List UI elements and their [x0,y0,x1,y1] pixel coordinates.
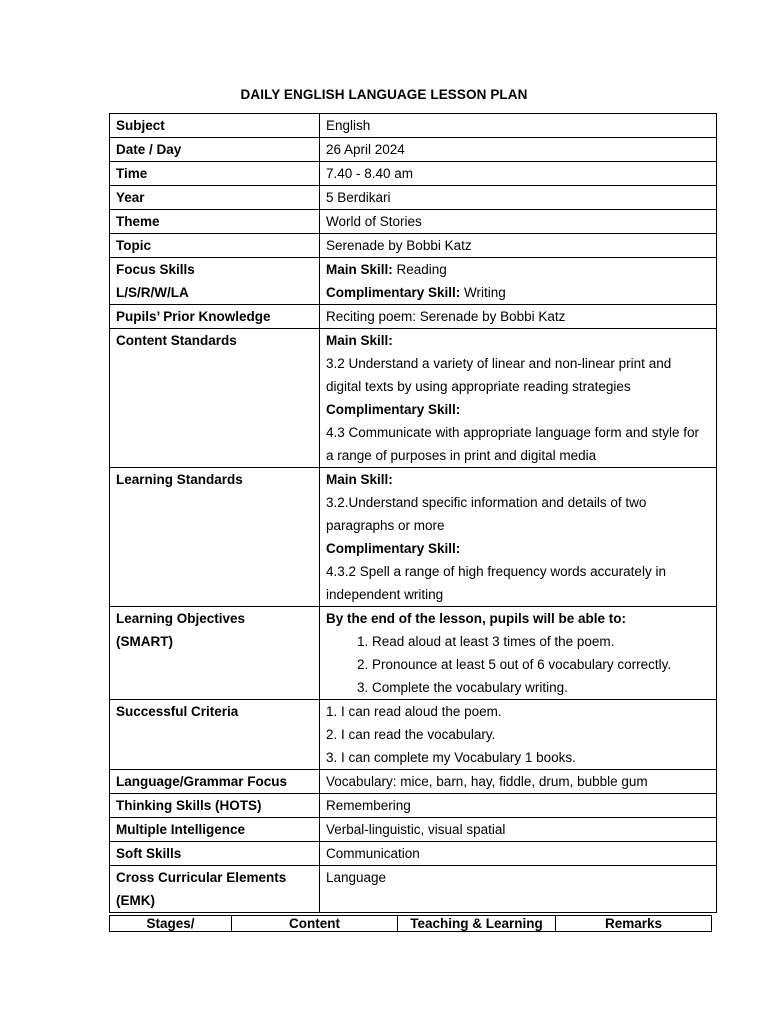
objectives-sublabel: (SMART) [116,634,173,649]
emk-label-cell [110,866,320,913]
row-soft-skills [110,842,717,866]
comp-skill-value: Writing [460,285,506,300]
soft-skills-value: Communication [320,842,717,866]
row-prior-knowledge [110,305,717,329]
main-skill-line [326,258,710,281]
emk-label: Cross Curricular Elements [116,870,287,885]
row-successful-criteria [110,700,717,770]
cs-comp-text: 4.3 Communicate with appropriate language form and style for a range of purposes in print and digital media [326,425,699,463]
teaching-learning-header-cell: Teaching & Learning [398,916,556,932]
objectives-label-cell [110,607,320,700]
list-item: 3. Complete the vocabulary writing. [372,676,710,699]
row-thinking-skills [110,794,717,818]
cs-main-text: 3.2 Understand a variety of linear and non-linear print and digital texts by using appropriate reading strategies [326,356,672,394]
list-item: 2. Pronounce at least 5 out of 6 vocabulary correctly. [372,653,710,676]
grammar-value: Vocabulary: mice, barn, hay, fiddle, drum, bubble gum [320,770,717,794]
main-skill-value: Reading [392,262,447,277]
criteria-value-cell [320,700,717,770]
ls-main-text: 3.2.Understand specific information and details of two paragraphs or more [326,495,647,533]
date-value: 26 April 2024 [320,138,717,162]
remarks-header-cell: Remarks [556,916,712,932]
row-cross-curricular [110,866,717,913]
main-skill-label: Main Skill: [326,262,393,277]
date-label: Date / Day [110,138,320,162]
grammar-label: Language/Grammar Focus [110,770,320,794]
list-item: 1. I can read aloud the poem. [326,704,502,719]
time-value: 7.40 - 8.40 am [320,162,717,186]
row-date [110,138,717,162]
row-learning-standards [110,468,717,607]
criteria-label: Successful Criteria [110,700,320,770]
focus-skills-value-cell [320,258,717,305]
hots-value: Remembering [320,794,717,818]
focus-skills-label: Focus Skills [116,262,195,277]
prior-knowledge-value: Reciting poem: Serenade by Bobbi Katz [320,305,717,329]
cs-comp-label: Complimentary Skill: [326,402,461,417]
theme-label: Theme [110,210,320,234]
comp-skill-label: Complimentary Skill: [326,285,461,300]
objectives-value-cell [320,607,717,700]
row-theme [110,210,717,234]
focus-skills-sublabel: L/S/R/W/LA [116,285,189,300]
row-time [110,162,717,186]
row-multiple-intelligence [110,818,717,842]
focus-skills-label-cell [110,258,320,305]
content-header-cell: Content [232,916,398,932]
learning-standards-value-cell [320,468,717,607]
intelligence-label: Multiple Intelligence [110,818,320,842]
document-title [0,87,768,102]
year-label: Year [110,186,320,210]
content-standards-value-cell [320,329,717,468]
row-content-standards [110,329,717,468]
intelligence-value: Verbal-linguistic, visual spatial [320,818,717,842]
list-item: 2. I can read the vocabulary. [326,727,496,742]
row-learning-objectives [110,607,717,700]
hots-label: Thinking Skills (HOTS) [110,794,320,818]
subject-label: Subject [110,114,320,138]
stages-header-cell: Stages/ [110,916,232,932]
emk-sublabel: (EMK) [116,893,155,908]
lesson-plan-table [109,113,717,913]
theme-value: World of Stories [320,210,717,234]
document-title-text: DAILY ENGLISH LANGUAGE LESSON PLAN [240,87,528,102]
row-subject [110,114,717,138]
row-grammar-focus [110,770,717,794]
emk-value: Language [320,866,717,913]
objectives-list [326,630,710,699]
topic-value: Serenade by Bobbi Katz [320,234,717,258]
stages-header-row [110,916,712,932]
topic-label: Topic [110,234,320,258]
list-item: 3. I can complete my Vocabulary 1 books. [326,750,576,765]
content-standards-label: Content Standards [110,329,320,468]
ls-comp-text: 4.3.2 Spell a range of high frequency words accurately in independent writing [326,564,666,602]
objectives-label: Learning Objectives [116,611,246,626]
row-focus-skills [110,258,717,305]
comp-skill-line [326,281,710,304]
row-topic [110,234,717,258]
ls-comp-label: Complimentary Skill: [326,541,461,556]
cs-main-label: Main Skill: [326,333,393,348]
year-value: 5 Berdikari [320,186,717,210]
prior-knowledge-label: Pupils’ Prior Knowledge [110,305,320,329]
list-item: 1. Read aloud at least 3 times of the poem. [372,630,710,653]
subject-value: English [320,114,717,138]
soft-skills-label: Soft Skills [110,842,320,866]
objectives-intro: By the end of the lesson, pupils will be able to: [326,611,627,626]
time-label: Time [110,162,320,186]
ls-main-label: Main Skill: [326,472,393,487]
row-year [110,186,717,210]
learning-standards-label: Learning Standards [110,468,320,607]
stages-header-table [109,915,712,932]
